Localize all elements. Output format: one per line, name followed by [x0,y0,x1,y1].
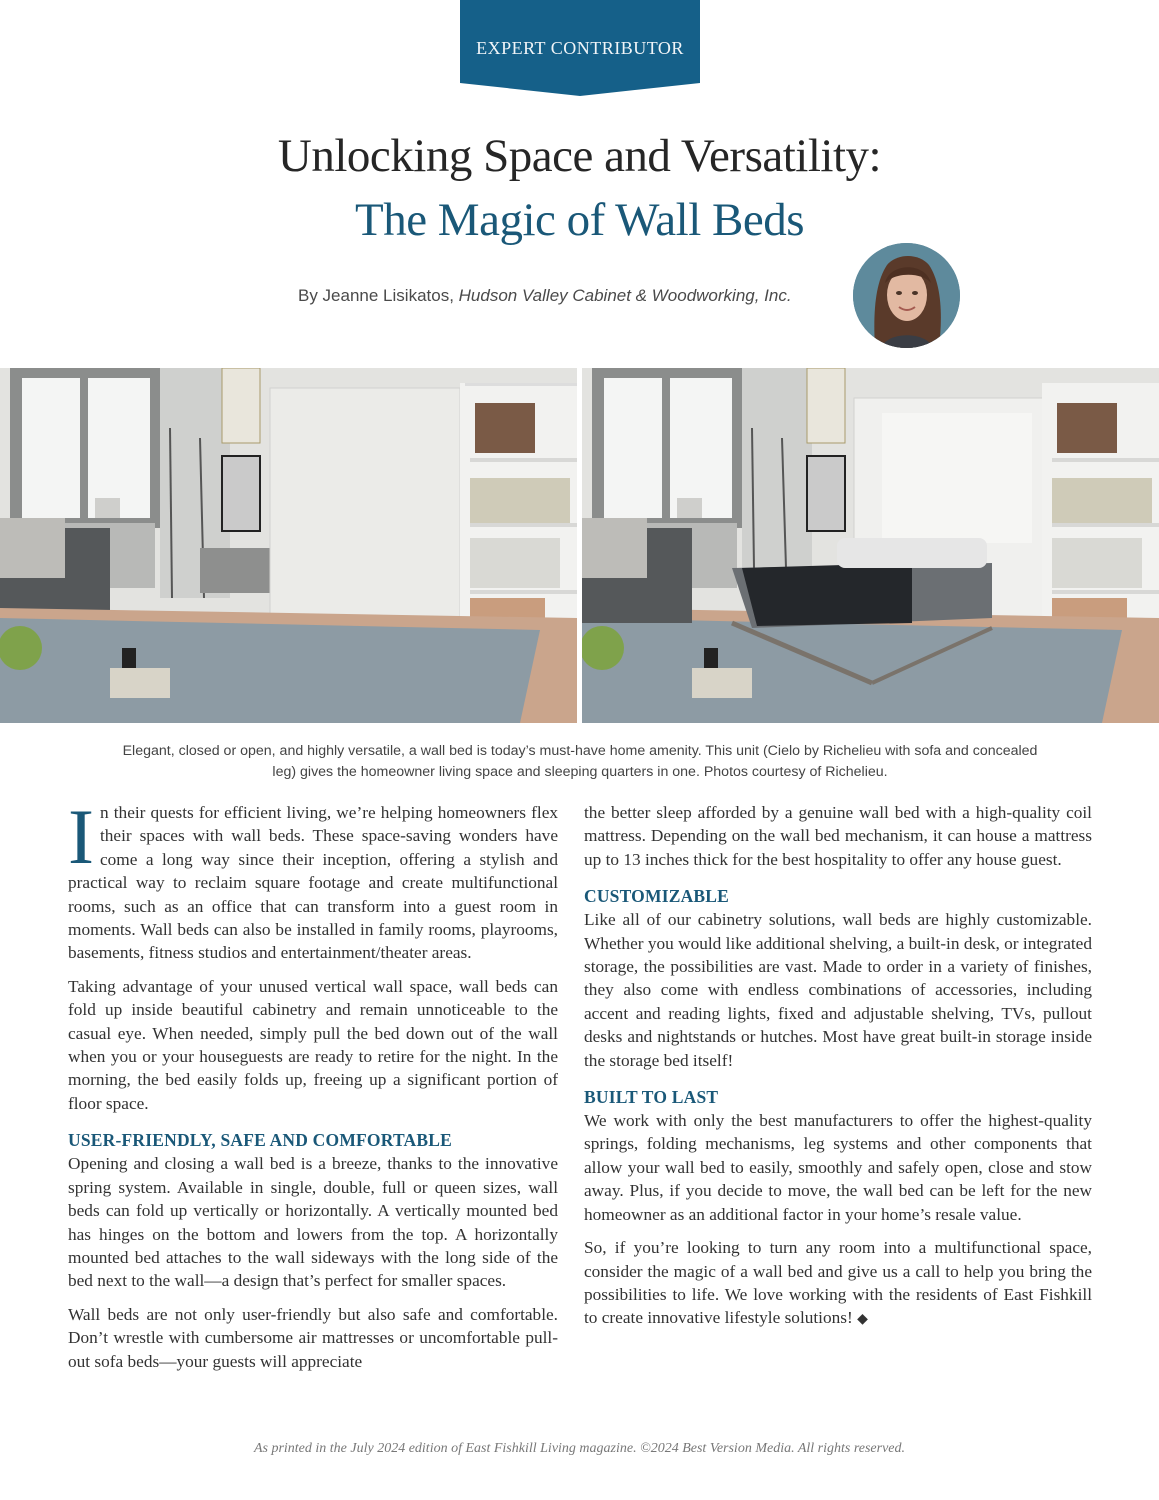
section-heading-user-friendly: USER-FRIENDLY, SAFE AND COMFORTABLE [68,1130,452,1151]
paragraph-customizable: Like all of our cabinetry solutions, wall beds are highly customizable. Whether you would like additional shelving, a built-in desk, or integrated storage, the possibilities are vast. Made to order in a variety of finishes, they also come with endless combinations of accessories, including accent and reading lights, fixed and adjustable shelving, TVs, pullout desks and nightstands or hutches. Most have great built-in storage inside the storage bed itself! [584,910,1092,1070]
section-heading-built-to-last: BUILT TO LAST [584,1087,719,1108]
byline [298,286,792,306]
paragraph-user-friendly-1: Opening and closing a wall bed is a breeze, thanks to the innovative spring system. Available in single, double, full or queen sizes, wall beds can fold up vertically or horizontally. A vertically mounted bed has hinges on the bottom and lowers from the top. A horizontally mounted bed attaches to the wall sideways with the long side of the bed next to the wall—a design that’s perfect for smaller spaces. [68,1154,558,1291]
room-open-illustration-icon [582,368,1159,723]
article-column-left [68,793,558,1383]
intro-paragraph [68,793,558,965]
paragraph-conclusion [584,1236,1092,1332]
print-credit-footer: As printed in the July 2024 edition of East Fishkill Living magazine. ©2024 Best Version Media. All rights reserved. [253,1441,906,1456]
article-column-right [584,801,1092,1342]
photo-caption: Elegant, closed or open, and highly versatile, a wall bed is today’s must-have home amenity. This unit (Cielo by Richelieu with sofa and concealed leg) gives the homeowner living space and sleeping quarters in one. Photos courtesy of Richelieu. [122,743,1038,780]
paragraph-vertical-space: Taking advantage of your unused vertical wall space, wall beds can fold up inside beautiful cabinetry and remain unnoticeable to the casual eye. When needed, simply pull the bed down out of the wall when you or your houseguests are ready to retire for the night. In the morning, the bed easily folds up, freeing up a significant portion of floor space. [68,976,558,1113]
paragraph-user-friendly-3: the better sleep afforded by a genuine wall bed with a high-quality coil mattress. Depending on the wall bed mechanism, it can house a mattress up to 13 inches thick for the best hospitality to offer any house guest. [584,803,1092,869]
photo-wall-bed-closed [0,368,577,723]
photo-wall-bed-open [582,368,1159,723]
room-closed-illustration-icon [0,368,577,723]
byline-author: By Jeanne Lisikatos, [298,286,454,305]
author-avatar [853,243,960,348]
paragraph-user-friendly-2: Wall beds are not only user-friendly but also safe and comfortable. Don’t wrestle with cumbersome air mattresses or uncomfortable pull-out sofa beds—your guests will appreciate [68,1304,558,1371]
intro-text: n their quests for efficient living, we’re helping homeowners flex their spaces with wall beds. These space-saving wonders have come a long way since their inception, offering a stylish and practical way to reclaim square footage and create multifunctional rooms, such as an office that can transform into a guest room in moments. Wall beds can also be installed in family rooms, playrooms, basements, fitness studios and entertainment/theater areas. [68,803,558,963]
article-title: Unlocking Space and Versatility: [277,130,882,182]
end-mark-diamond-icon: ◆ [857,1312,868,1328]
drop-cap: I [68,793,94,880]
expert-contributor-banner [460,0,700,96]
author-portrait-icon [853,243,960,348]
paragraph-built-to-last: We work with only the best manufacturers to offer the highest-quality springs, folding mechanisms, leg systems and other components that allow your wall bed to easily, smoothly and safely open, close and stow away. Plus, if you decide to move, the wall bed can be left for the new homeowner as an additional factor in your home’s resale value. [584,1111,1092,1224]
byline-company: Hudson Valley Cabinet & Woodworking, Inc. [458,286,792,305]
banner-label: EXPERT CONTRIBUTOR [476,38,684,58]
section-heading-customizable: CUSTOMIZABLE [584,886,730,907]
article-subtitle: The Magic of Wall Beds [354,194,805,246]
conclusion-text: So, if you’re looking to turn any room into a multifunctional space, consider the magic of a wall bed and give us a call to help you bring the possibilities to life. We love working with the residents of East Fishkill to create innovative lifestyle solutions! [584,1238,1092,1328]
